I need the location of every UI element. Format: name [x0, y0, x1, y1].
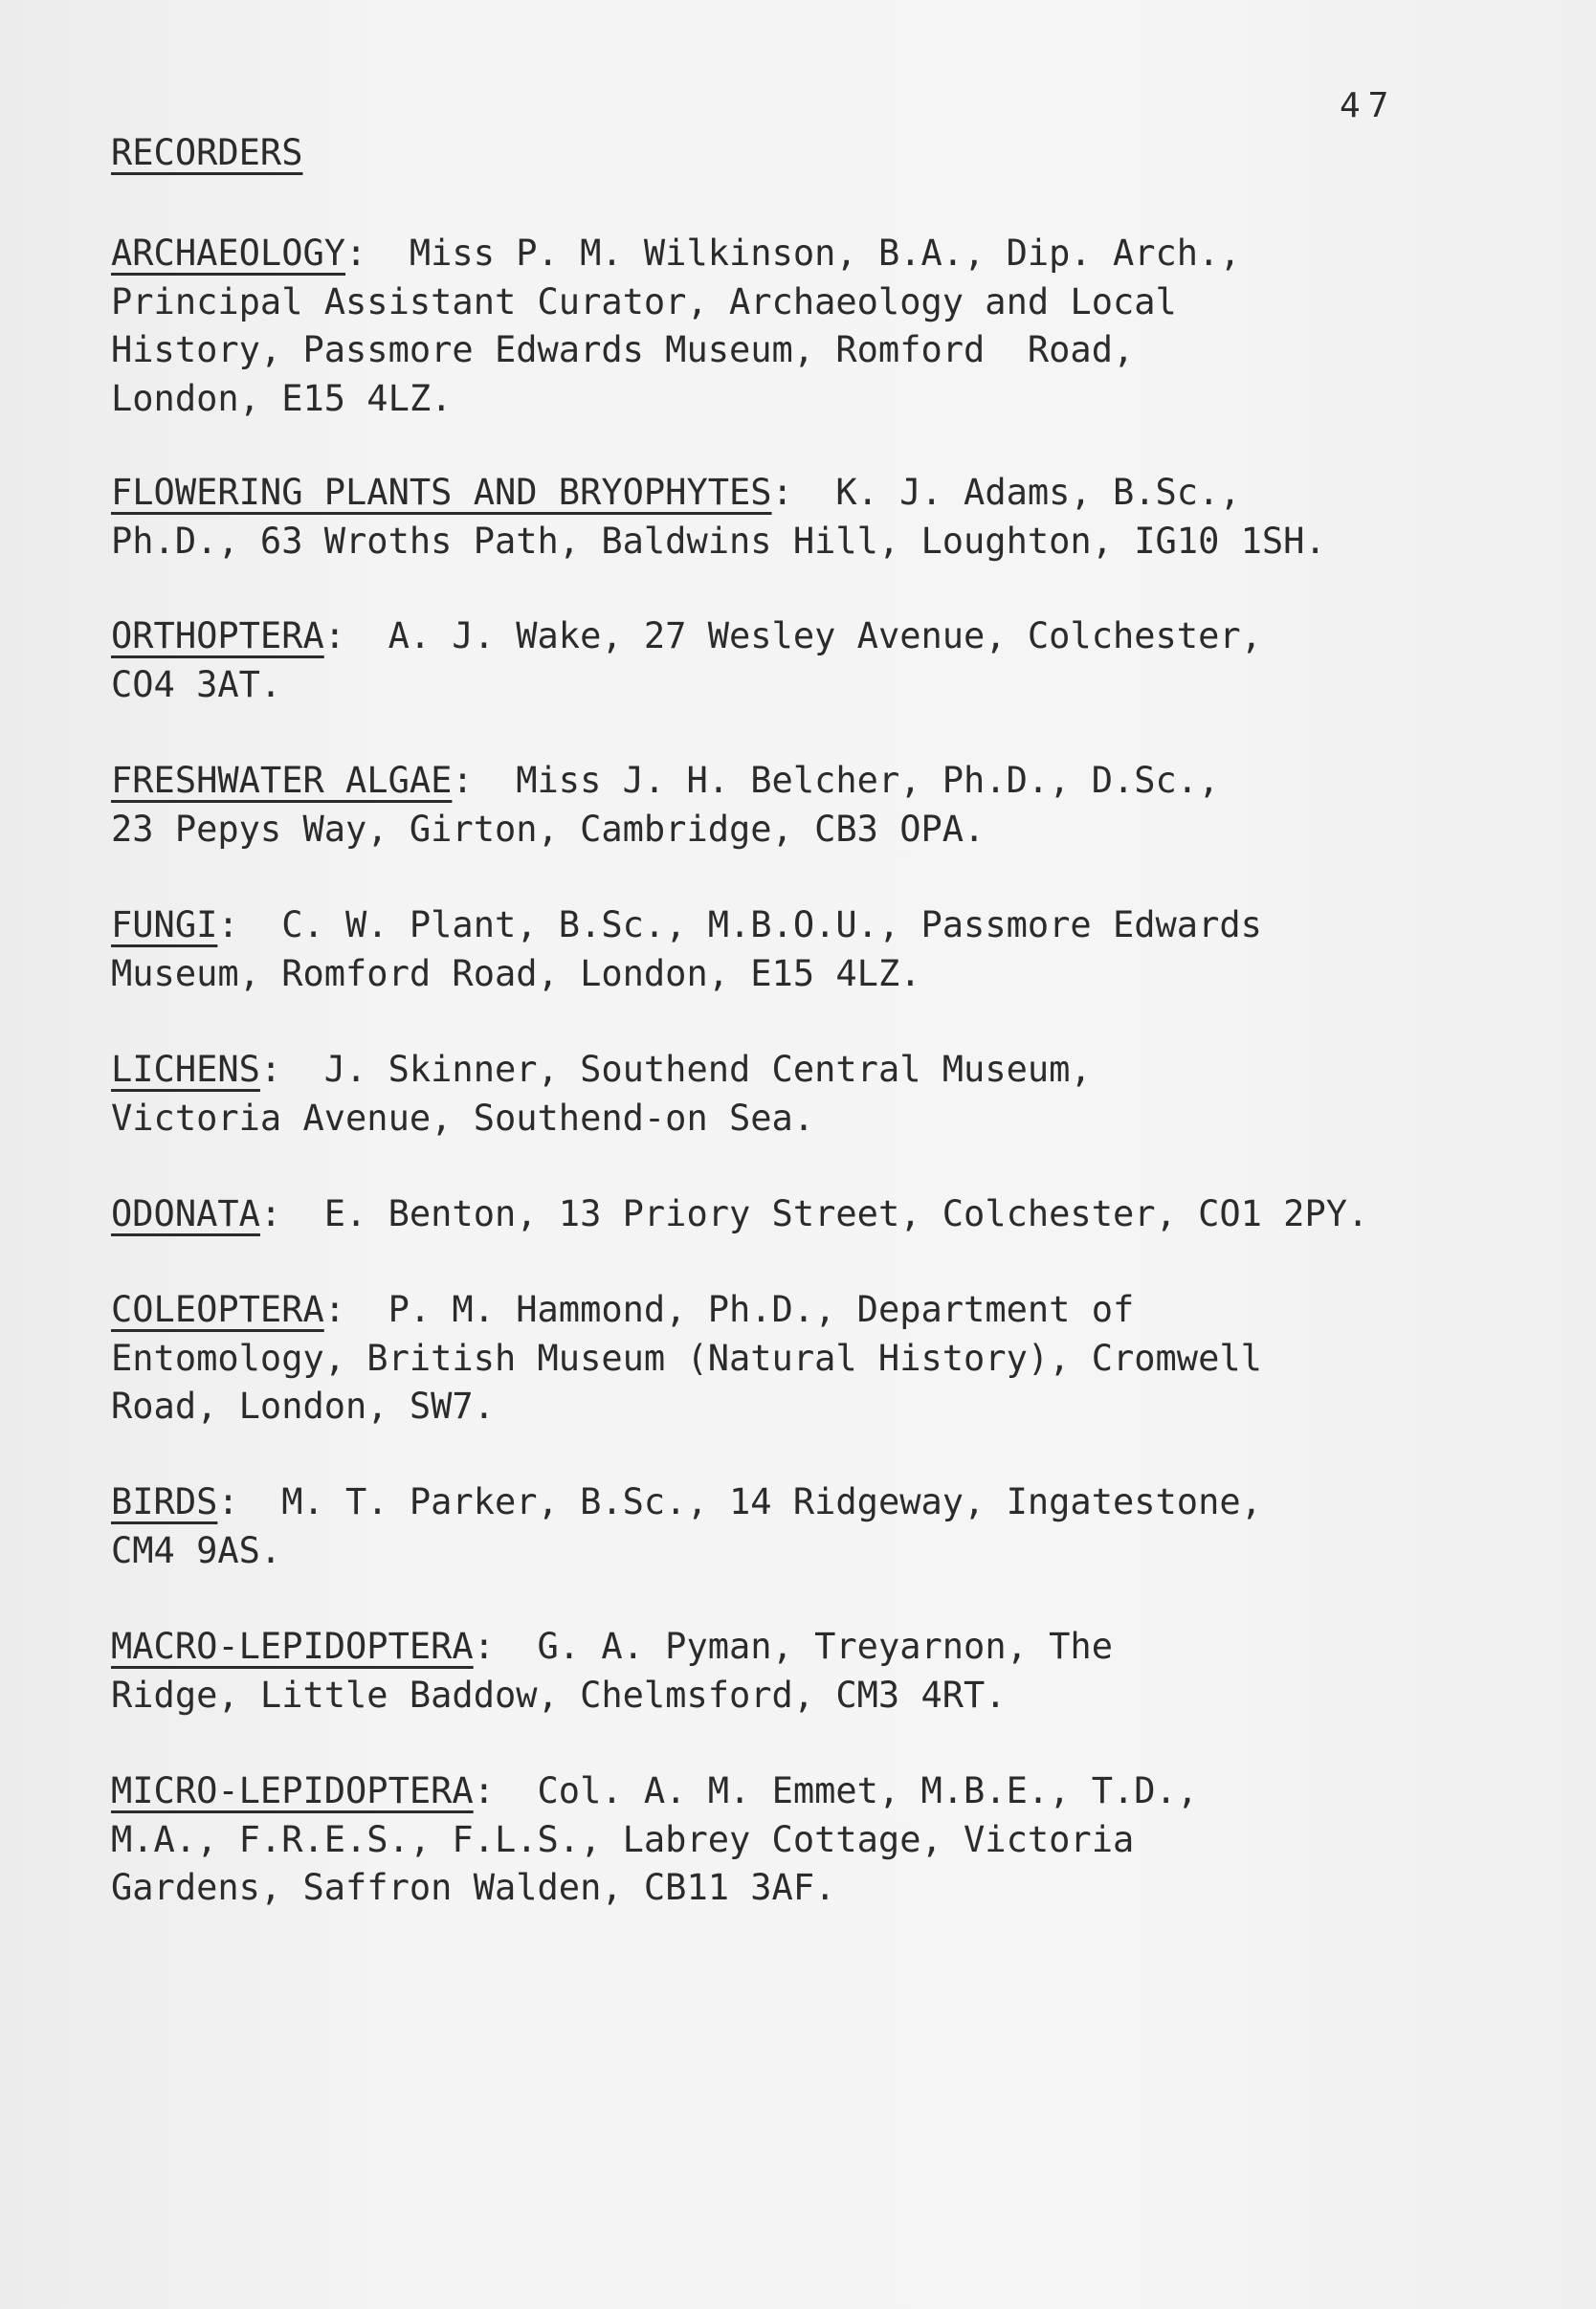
entry-line: K. J. Adams, B.Sc., — [835, 472, 1241, 513]
recorder-entry-coleoptera: COLEOPTERA: P. M. Hammond, Ph.D., Department of Entomology, British Museum (Natural History), Cromwell Road, London, SW7. — [111, 1289, 1262, 1427]
subject-label: COLEOPTERA — [111, 1289, 324, 1330]
entry-line: G. A. Pyman, Treyarnon, The — [537, 1626, 1113, 1667]
entry-line: Principal Assistant Curator, Archaeology and Local — [111, 280, 1177, 322]
recorder-entry-macro-lepidoptera: MACRO-LEPIDOPTERA: G. A. Pyman, Treyarnon, The Ridge, Little Baddow, Chelmsford, CM3 4RT. — [111, 1626, 1113, 1716]
entry-line: C. W. Plant, B.Sc., M.B.O.U., Passmore Edwards — [281, 904, 1262, 945]
recorder-entry-fungi: FUNGI: C. W. Plant, B.Sc., M.B.O.U., Passmore Edwards Museum, Romford Road, London, E15 4LZ. — [111, 904, 1262, 994]
subject-label: FLOWERING PLANTS AND BRYOPHYTES — [111, 472, 772, 513]
entry-line: A. J. Wake, 27 Wesley Avenue, Colchester, — [388, 615, 1262, 656]
entry-line: Victoria Avenue, Southend-on Sea. — [111, 1097, 815, 1139]
subject-label: ORTHOPTERA — [111, 615, 324, 656]
entry-line: Gardens, Saffron Walden, CB11 3AF. — [111, 1867, 836, 1908]
recorder-entry-orthoptera: ORTHOPTERA: A. J. Wake, 27 Wesley Avenue, Colchester, CO4 3AT. — [111, 615, 1262, 705]
entry-line: Ridge, Little Baddow, Chelmsford, CM3 4RT. — [111, 1674, 1007, 1716]
subject-label: ARCHAEOLOGY — [111, 233, 346, 274]
entry-line: Ph.D., 63 Wroths Path, Baldwins Hill, Loughton, IG10 1SH. — [111, 520, 1326, 562]
entry-line: Col. A. M. Emmet, M.B.E., T.D., — [537, 1770, 1199, 1811]
entry-line: M. T. Parker, B.Sc., 14 Ridgeway, Ingatestone, — [281, 1481, 1262, 1522]
recorder-entry-micro-lepidoptera: MICRO-LEPIDOPTERA: Col. A. M. Emmet, M.B.E., T.D., M.A., F.R.E.S., F.L.S., Labrey Cottage, Victoria Gardens, Saffron Walden, CB11 3AF. — [111, 1770, 1199, 1908]
entry-line: Miss J. H. Belcher, Ph.D., D.Sc., — [516, 760, 1220, 801]
entry-line: CM4 9AS. — [111, 1529, 282, 1571]
recorder-entry-lichens: LICHENS: J. Skinner, Southend Central Museum, Victoria Avenue, Southend-on Sea. — [111, 1049, 1092, 1139]
entry-line: Miss P. M. Wilkinson, B.A., Dip. Arch., — [409, 233, 1241, 274]
recorder-entry-birds: BIRDS: M. T. Parker, B.Sc., 14 Ridgeway, Ingatestone, CM4 9AS. — [111, 1481, 1262, 1571]
subject-label: FRESHWATER ALGAE — [111, 760, 453, 801]
entry-line: CO4 3AT. — [111, 663, 282, 705]
entry-line: History, Passmore Edwards Museum, Romford Road, — [111, 329, 1135, 370]
recorder-entry-archaeology: ARCHAEOLOGY: Miss P. M. Wilkinson, B.A., Dip. Arch., Principal Assistant Curator, Archaeology and Local History, Passmore Edwards Museum, Romford Road, London, E15 4LZ. — [111, 233, 1241, 419]
entry-line: M.A., F.R.E.S., F.L.S., Labrey Cottage, Victoria — [111, 1818, 1135, 1860]
subject-label: MICRO-LEPIDOPTERA — [111, 1770, 474, 1811]
recorder-entry-flowering-plants: FLOWERING PLANTS AND BRYOPHYTES: K. J. Adams, B.Sc., Ph.D., 63 Wroths Path, Baldwins Hill, Loughton, IG10 1SH. — [111, 472, 1326, 562]
subject-label: ODONATA — [111, 1193, 260, 1234]
entry-line: Road, London, SW7. — [111, 1386, 495, 1427]
entry-line: J. Skinner, Southend Central Museum, — [323, 1049, 1092, 1090]
subject-label: LICHENS — [111, 1049, 260, 1090]
entry-line: London, E15 4LZ. — [111, 377, 453, 419]
entry-line: P. M. Hammond, Ph.D., Department of — [388, 1289, 1135, 1330]
subject-label: FUNGI — [111, 904, 218, 945]
entry-line: Museum, Romford Road, London, E15 4LZ. — [111, 952, 921, 994]
subject-label: BIRDS — [111, 1481, 218, 1522]
entry-line: E. Benton, 13 Priory Street, Colchester, CO1 2PY. — [323, 1193, 1369, 1234]
page-heading: RECORDERS — [111, 132, 303, 173]
entry-line: 23 Pepys Way, Girton, Cambridge, CB3 OPA. — [111, 808, 986, 850]
recorder-entry-odonata: ODONATA: E. Benton, 13 Priory Street, Colchester, CO1 2PY. — [111, 1193, 1369, 1234]
subject-label: MACRO-LEPIDOPTERA — [111, 1626, 474, 1667]
recorder-entry-freshwater-algae: FRESHWATER ALGAE: Miss J. H. Belcher, Ph.D., D.Sc., 23 Pepys Way, Girton, Cambridge, CB3 OPA. — [111, 760, 1220, 850]
entry-line: Entomology, British Museum (Natural History), Cromwell — [111, 1337, 1262, 1379]
page-number: 47 — [1340, 86, 1397, 125]
